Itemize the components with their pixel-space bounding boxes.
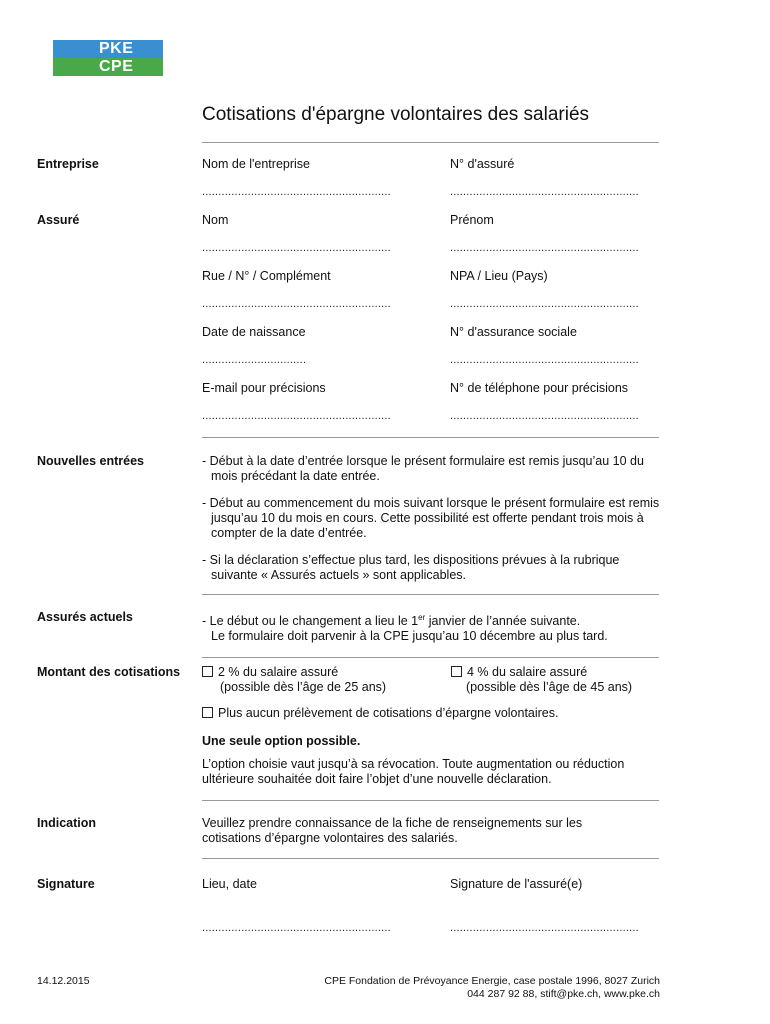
divider <box>202 858 659 859</box>
checkbox-icon[interactable] <box>202 666 213 677</box>
footer-address: CPE Fondation de Prévoyance Energie, case postale 1996, 8027 Zurich <box>324 975 660 987</box>
name-label: Nom <box>202 213 229 227</box>
current-rule-text-end: janvier de l’année suivante. <box>425 614 581 629</box>
zip-city-label: NPA / Lieu (Pays) <box>450 269 548 283</box>
phone-field[interactable]: .......................................................... <box>450 410 639 422</box>
email-label: E-mail pour précisions <box>202 381 326 395</box>
option-4-note: (possible dès l’âge de 45 ans) <box>466 680 633 694</box>
indication-text: Veuillez prendre connaissance de la fiche de renseignements sur les cotisations d’épargne volontaires des salariés. <box>202 816 583 845</box>
divider <box>202 142 659 143</box>
option-2-percent[interactable] <box>202 665 442 695</box>
new-entry-rule-1: - Début à la date d’entrée lorsque le présent formulaire est remis jusqu’au 10 du mois précédant la date entrée. <box>202 454 644 483</box>
option-2-label: 2 % du salaire assuré <box>218 665 339 679</box>
birthdate-label: Date de naissance <box>202 325 306 339</box>
zip-city-field[interactable]: .......................................................... <box>450 298 639 310</box>
option-4-percent[interactable] <box>451 665 661 695</box>
email-field[interactable]: .......................................................... <box>202 410 391 422</box>
superscript: er <box>418 613 426 622</box>
checkbox-icon[interactable] <box>451 666 462 677</box>
social-number-label: N° d'assurance sociale <box>450 325 577 339</box>
logo-text-bottom: CPE <box>99 58 134 75</box>
company-name-label: Nom de l'entreprise <box>202 157 310 171</box>
option-none[interactable] <box>202 706 662 721</box>
single-option-note: Une seule option possible. <box>202 734 361 748</box>
option-4-label: 4 % du salaire assuré <box>467 665 588 679</box>
birthdate-field[interactable]: ................................ <box>202 354 307 366</box>
page-title: Cotisations d'épargne volontaires des salariés <box>202 104 590 125</box>
section-nouvelles-entrees: Nouvelles entrées <box>37 454 144 468</box>
signature-field[interactable]: .......................................................... <box>450 922 639 934</box>
revocation-note: L’option choisie vaut jusqu’à sa révocation. Toute augmentation ou réduction ultérieure souhaitée doit faire l’objet d’une nouvelle déclaration. <box>202 757 625 786</box>
divider <box>202 437 659 438</box>
firstname-label: Prénom <box>450 213 494 227</box>
social-number-field[interactable]: .......................................................... <box>450 354 639 366</box>
current-rule-deadline: Le formulaire doit parvenir à la CPE jusqu’au 10 décembre au plus tard. <box>211 629 608 644</box>
current-rule-text: - Le début ou le changement a lieu le 1 <box>202 614 419 629</box>
new-entry-rule-3: - Si la déclaration s’effectue plus tard, les dispositions prévues à la rubrique suivante « Assurés actuels » sont applicables. <box>202 553 620 582</box>
phone-label: N° de téléphone pour précisions <box>450 381 629 395</box>
section-entreprise: Entreprise <box>37 157 99 171</box>
divider <box>202 657 659 658</box>
insured-number-field[interactable]: .......................................................... <box>450 186 639 198</box>
section-assure: Assuré <box>37 213 80 227</box>
section-assures-actuels: Assurés actuels <box>37 610 133 624</box>
street-label: Rue / N° / Complément <box>202 269 331 283</box>
company-name-field[interactable]: .......................................................... <box>202 186 391 198</box>
divider <box>202 800 659 801</box>
new-entry-rule-2: - Début au commencement du mois suivant lorsque le présent formulaire est remis jusqu’au 10 du mois en cours. Cette possibilité est offerte pendant trois mois à compter de la date d’entrée. <box>202 496 660 540</box>
section-montant: Montant des cotisations <box>37 665 181 679</box>
checkbox-icon[interactable] <box>202 707 213 718</box>
street-field[interactable]: .......................................................... <box>202 298 391 310</box>
divider <box>202 594 659 595</box>
signature-label: Signature de l'assuré(e) <box>450 877 583 891</box>
current-insured-rule <box>202 610 662 644</box>
place-date-label: Lieu, date <box>202 877 257 891</box>
pke-cpe-logo <box>53 40 163 76</box>
firstname-field[interactable]: .......................................................... <box>450 242 639 254</box>
place-date-field[interactable]: .......................................................... <box>202 922 391 934</box>
footer-date: 14.12.2015 <box>37 975 90 987</box>
logo-text-top: PKE <box>99 40 134 57</box>
section-signature: Signature <box>37 877 95 891</box>
option-none-label: Plus aucun prélèvement de cotisations d’épargne volontaires. <box>218 706 559 720</box>
section-indication: Indication <box>37 816 97 830</box>
footer-contact: 044 287 92 88, stift@pke.ch, www.pke.ch <box>467 988 660 1000</box>
option-2-note: (possible dès l’âge de 25 ans) <box>220 680 387 694</box>
insured-number-label: N° d'assuré <box>450 157 515 171</box>
name-field[interactable]: .......................................................... <box>202 242 391 254</box>
